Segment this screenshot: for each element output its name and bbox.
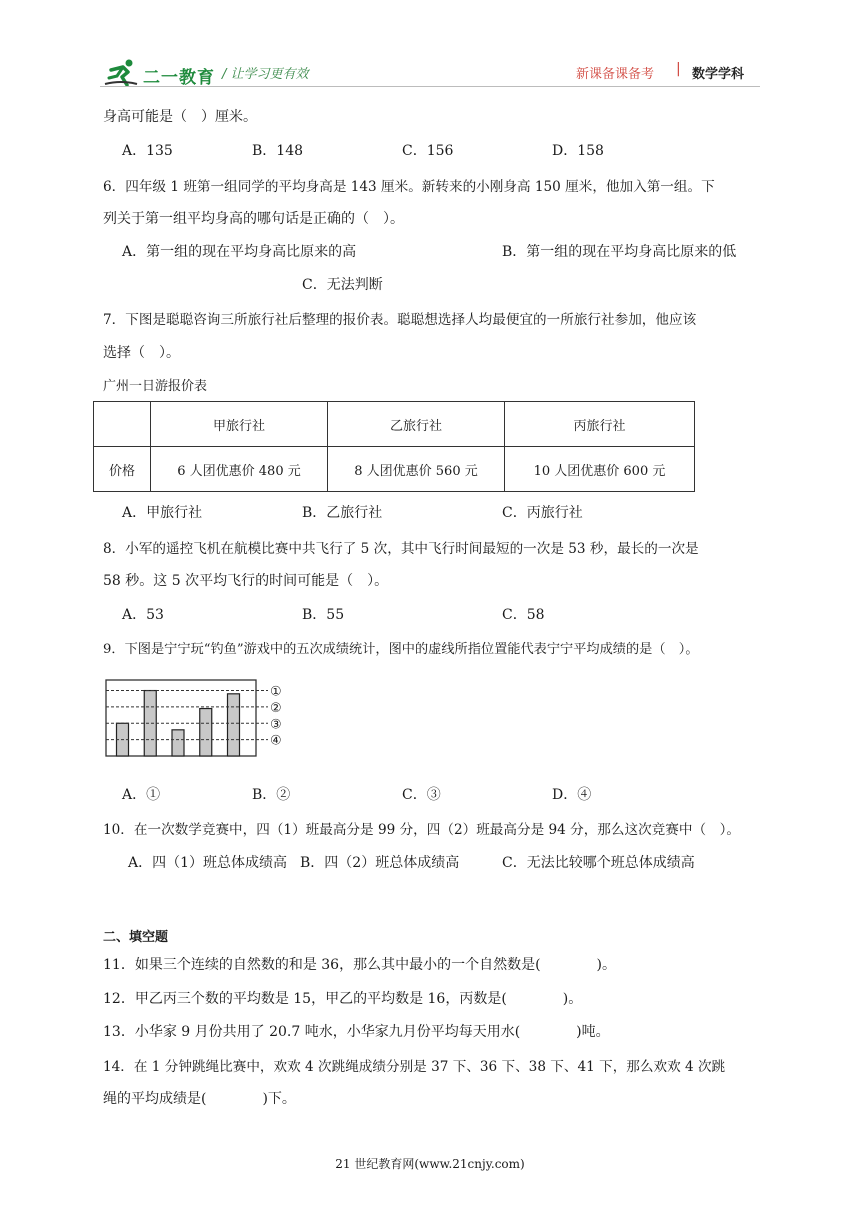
q6-option-b: B．第一组的现在平均身高比原来的低	[502, 244, 737, 260]
chart-reference-label: ②	[270, 700, 282, 716]
header-course-label: 新课备课备考	[576, 67, 655, 82]
chart-bar	[172, 730, 184, 756]
chart-bar	[200, 709, 212, 756]
runner-logo-icon	[103, 58, 139, 88]
q10-option-b: B．四（2）班总体成绩高	[300, 855, 460, 871]
q8-line1: 8．小军的遥控飞机在航模比赛中共飞行了 5 次，其中飞行时间最短的一次是 53 秒，最长的一次是	[103, 541, 699, 557]
q12-text: 12．甲乙丙三个数的平均数是 15，甲乙的平均数是 16，丙数是( )。	[103, 991, 583, 1007]
q7-line1: 7．下图是聪聪咨询三所旅行社后整理的报价表。聪聪想选择人均最便宜的一所旅行社参加，他应该	[103, 312, 697, 328]
q8-line2: 58 秒。这 5 次平均飞行的时间可能是（ ）。	[103, 573, 389, 589]
q5-option-a: A．135	[122, 143, 173, 159]
brand-logo-text: 二一教育	[143, 68, 215, 88]
table-cell: 甲旅行社	[151, 402, 328, 447]
q7-option-b: B．乙旅行社	[302, 505, 383, 521]
chart-bar	[228, 694, 240, 756]
q14-line2: 绳的平均成绩是( )下。	[103, 1091, 296, 1107]
q9-option-b: B．②	[252, 787, 291, 803]
brand-slogan: / 让学习更有效	[222, 67, 309, 82]
q14-line1: 14．在 1 分钟跳绳比赛中，欢欢 4 次跳绳成绩分别是 37 下、36 下、38 下、41 下，那么欢欢 4 次跳	[103, 1059, 726, 1075]
q8-option-b: B．55	[302, 607, 345, 623]
table-cell: 价格	[94, 447, 151, 492]
table-cell	[94, 402, 151, 447]
chart-reference-label: ④	[270, 733, 282, 749]
q9-option-a: A．①	[122, 787, 161, 803]
q8-option-c: C．58	[502, 607, 545, 623]
q6-line2: 列关于第一组平均身高的哪句话是正确的（ ）。	[103, 211, 404, 227]
q5-option-b: B．148	[252, 143, 304, 159]
q8-option-a: A．53	[122, 607, 164, 623]
table-cell: 丙旅行社	[505, 402, 695, 447]
q9-line1: 9．下图是宁宁玩“钓鱼”游戏中的五次成绩统计，图中的虚线所指位置能代表宁宁平均成绩的是（ ）。	[103, 642, 699, 657]
table-cell: 6 人团优惠价 480 元	[151, 447, 328, 492]
q7-table-title: 广州一日游报价表	[103, 379, 208, 394]
chart-reference-label: ③	[270, 717, 282, 733]
q9-option-c: C．③	[402, 787, 441, 803]
q5-option-d: D．158	[552, 143, 604, 159]
q10-option-c: C．无法比较哪个班总体成绩高	[502, 855, 695, 871]
section-heading: 二、填空题	[103, 930, 169, 945]
bar-chart	[104, 678, 304, 760]
q5-text: 身高可能是（ ）厘米。	[103, 109, 257, 125]
table-cell: 8 人团优惠价 560 元	[328, 447, 505, 492]
q7-option-a: A．甲旅行社	[122, 505, 203, 521]
header-divider	[100, 86, 760, 87]
q7-option-c: C．丙旅行社	[502, 505, 583, 521]
q11-text: 11．如果三个连续的自然数的和是 36，那么其中最小的一个自然数是( )。	[103, 957, 617, 973]
q10-option-a: A．四（1）班总体成绩高	[128, 855, 288, 871]
q7-line2: 选择（ ）。	[103, 345, 180, 361]
page-footer: 21 世纪教育网(www.21cnjy.com)	[335, 1157, 525, 1171]
chart-reference-label: ①	[270, 684, 282, 700]
q6-option-a: A．第一组的现在平均身高比原来的高	[122, 244, 357, 260]
q5-option-c: C．156	[402, 143, 454, 159]
q13-text: 13．小华家 9 月份共用了 20.7 吨水，小华家九月份平均每天用水( )吨。	[103, 1024, 610, 1040]
header-subject: 数学学科	[692, 67, 745, 82]
q6-line1: 6．四年级 1 班第一组同学的平均身高是 143 厘米。新转来的小刚身高 150 厘米，他加入第一组。下	[103, 179, 715, 195]
table-cell: 10 人团优惠价 600 元	[505, 447, 695, 492]
table-row	[94, 447, 695, 492]
table-header-row	[94, 402, 695, 447]
q9-option-d: D．④	[552, 787, 592, 803]
q10-line1: 10．在一次数学竞赛中，四（1）班最高分是 99 分，四（2）班最高分是 94 分，那么这次竞赛中（ ）。	[103, 822, 741, 838]
table-cell: 乙旅行社	[328, 402, 505, 447]
q6-option-c: C．无法判断	[302, 277, 383, 293]
header-separator: |	[676, 61, 681, 77]
price-table	[93, 401, 695, 492]
